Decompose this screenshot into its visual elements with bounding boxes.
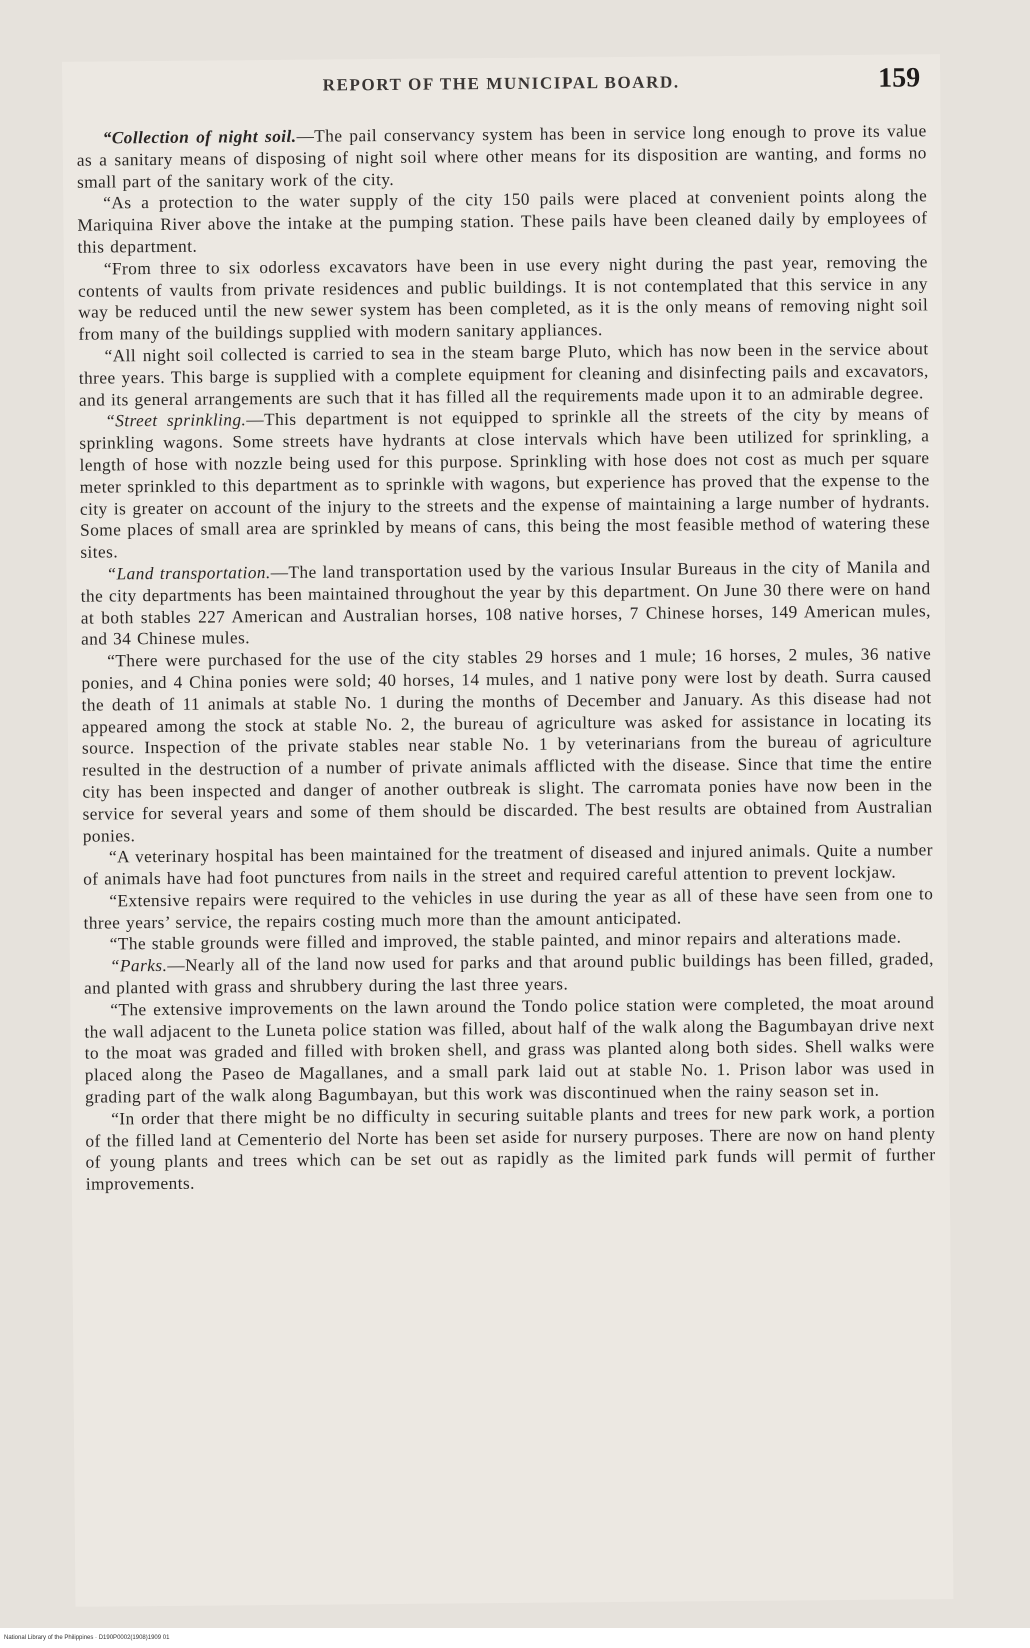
paragraph-text: “The extensive improvements on the lawn around the Tondo police station were completed, the moat around the wall adjacent to the Luneta police station was filled, about half of the walk along the Bagumbayan drive next to the moat was graded and filled with broken shell, and grass was planted along both sides. Shell walks were placed along the Paseo de Magallanes, and a small park laid out at stable No. 1. Prison labor was used in grading part of the walk along Bagumbayan, but this work was discontinued when the rainy season set in.: [84, 993, 935, 1107]
paragraph-excavators: [78, 251, 929, 346]
paragraph-lead: “Parks.: [109, 956, 168, 976]
paragraph-park-improvements: [84, 992, 935, 1108]
paragraph-text: “The stable grounds were filled and improved, the stable painted, and minor repairs and alterations made.: [109, 928, 902, 954]
body-text: [77, 120, 936, 1195]
paragraph-nursery: [85, 1101, 936, 1196]
paragraph-street-sprinkling: [79, 404, 930, 564]
running-head: REPORT OF THE MUNICIPAL BOARD.: [322, 72, 680, 95]
paragraph-text: “In order that there might be no difficulty in securing suitable plants and trees for new park work, a portion of the filled land at Cementerio del Norte has been set aside for nursery purposes. There are now on hand plenty of young plants and trees which can be set out as rapidly as the limited park funds will permit of further improvements.: [85, 1102, 936, 1194]
library-credit-line: National Library of the Philippines · D190P0002(1908)1909 01: [4, 1635, 170, 1641]
paragraph-text: —Nearly all of the land now used for parks and that around public buildings has been filled, graded, and planted with grass and shrubbery during the last three years.: [84, 949, 934, 998]
paragraph-steam-barge: [78, 338, 929, 411]
paragraph-stables-purchases: [81, 643, 933, 847]
paragraph-text: —This department is not equipped to sprinkle all the streets of the city by means of sprinkling wagons. Some streets have hydrants at close intervals which have been utilized for sprinkling, a length of hose with nozzle being used for this purpose. Sprinkling with hose does not cost as much per square meter sprinkled to this department as to sprinkle with wagons, but experience has proved that the expense to the city is greater on account of the injury to the streets and the expense of maintaining a large number of hydrants. Some places of small area are sprinkled by means of cans, this being the most feasible method of watering these sites.: [79, 404, 931, 562]
paragraph-text: —The land transportation used by the various Insular Bureaus in the city of Manila and the city departments has been maintained throughout the year by this department. On June 30 there were on hand at both stables 227 American and Australian horses, 108 native horses, 7 Chinese horses, 149 American mules, and 34 Chinese mules.: [80, 557, 931, 650]
page-number: 159: [878, 62, 921, 94]
paragraph-text: “As a protection to the water supply of the city 150 pails were placed at convenient points along the Mariquina River above the intake at the pumping station. These pails have been cleaned daily by employees of this department.: [77, 186, 928, 257]
paragraph-water-supply: [77, 186, 928, 259]
page-header: [76, 62, 926, 113]
paragraph-lead: “Street sprinkling.: [105, 410, 247, 431]
paragraph-text: “A veterinary hospital has been maintained for the treatment of diseased and injured animals. Quite a number of animals have had foot punctures from nails in the street and required careful attention to prevent lockjaw.: [83, 840, 934, 889]
paragraph-vehicle-repairs: [83, 883, 933, 934]
paragraph-veterinary-hospital: [83, 840, 933, 891]
paragraph-lead: “Collection of night soil.: [102, 126, 297, 148]
paragraph-lead: “Land transportation.: [106, 562, 271, 584]
paragraph-text: “Extensive repairs were required to the vehicles in use during the year as all of these have seen from one to three years’ service, the repairs costing much more than the amount anticipated.: [83, 884, 934, 933]
paragraph-text: —The pail conservancy system has been in service long enough to prove its value as a sanitary means of disposing of night soil where other means for its disposition are wanting, and forms no small part of the sanitary work of the city.: [76, 121, 927, 192]
paragraph-parks: [84, 949, 934, 1000]
paragraph-night-soil: [77, 120, 928, 193]
paragraph-text: “From three to six odorless excavators have been in use every night during the past year, removing the contents of vaults from private residences and public buildings. It is not contemplated that this service in any way be reduced until the new sewer system has been completed, as it is the only means of removing night soil from many of the buildings supplied with modern sanitary appliances.: [77, 252, 929, 344]
document-page: [62, 54, 953, 1607]
paragraph-text: “There were purchased for the use of the city stables 29 horses and 1 mule; 16 horses, 2 mules, 36 native ponies, and 4 China ponies were sold; 40 horses, 14 mules, and 1 native pony were lost by death. Surra caused the death of 11 animals at stable No. 1 during the months of December and January. As this disease had not appeared among the stock at stable No. 2, the bureau of agriculture was asked for assistance in locating its source. Inspection of the private stables near stable No. 1 by veterinarians from the bureau of agriculture resulted in the destruction of a number of private animals afflicted with the disease. Since that time the entire city has been inspected and danger of another outbreak is slight. The carromata ponies have now been in the service for several years and some of them should be discarded. The best results are obtained from Australian ponies.: [81, 644, 933, 846]
paragraph-land-transportation: [80, 556, 931, 651]
paragraph-text: “All night soil collected is carried to sea in the steam barge Pluto, which has now been in the service about three years. This barge is supplied with a complete equipment for cleaning and disinfecting pails and excavators, and its general arrangements are such that it has filled all the requirements made upon it to an admirable degree.: [78, 339, 929, 410]
